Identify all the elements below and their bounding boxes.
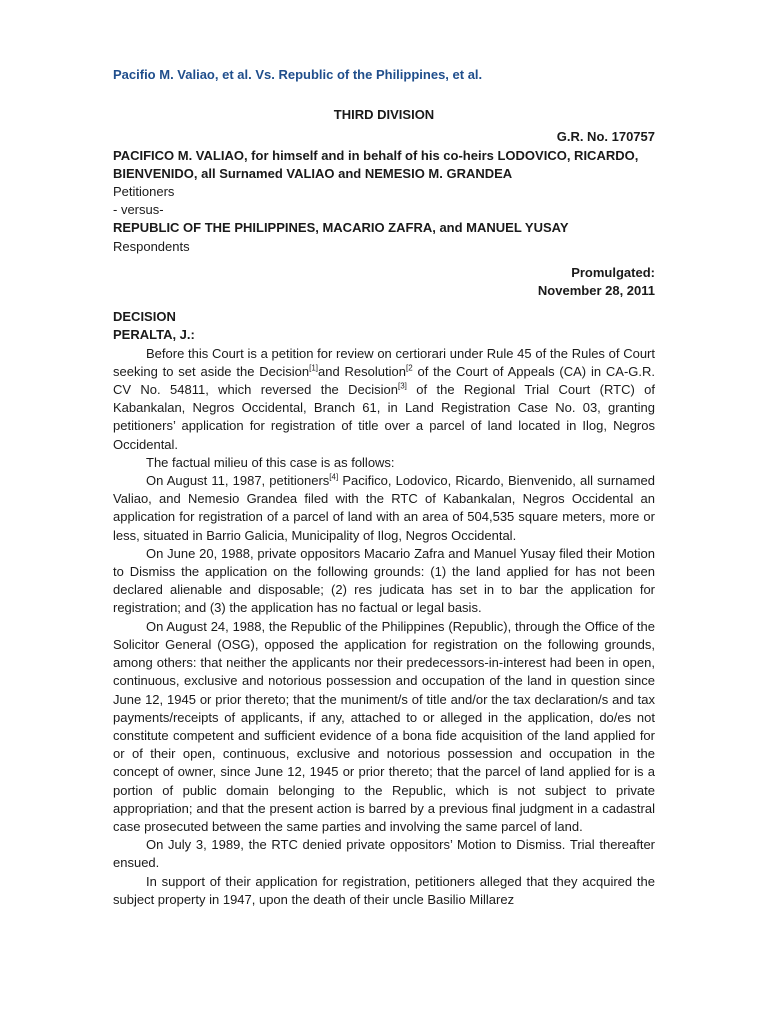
paragraph-text: Before this Court is a petition for review on certiorari under Rule 45 of the Rules of Court seeking to set aside the Decision (113, 345, 655, 379)
respondents-names: REPUBLIC OF THE PHILIPPINES, MACARIO ZAFRA, and MANUEL YUSAY (113, 220, 569, 236)
paragraph-text: of the Regional Trial Court (RTC) of Kabankalan, Negros Occidental, Branch 61, in Land Registration Case No. 03, granting petitioners’ application for registration of title over a parcel of land located in Ilog, Negros Occidental. (113, 382, 655, 452)
case-number: G.R. No. 170757 (556, 129, 655, 145)
paragraph-rtc-denial: On July 3, 1989, the RTC denied private oppositors’ Motion to Dismiss. Trial thereafter ensued. (113, 837, 655, 871)
petitioners-label: Petitioners (113, 184, 175, 200)
versus-label: - versus- (113, 202, 164, 218)
paragraph-petition (113, 345, 655, 454)
paragraph-petitioners-support: In support of their application for registration, petitioners alleged that they acquired the subject property in 1947, upon the death of their uncle Basilio Millarez (113, 873, 655, 907)
paragraph-text: On August 11, 1987, petitioners (146, 473, 330, 489)
paragraph-factual-milieu: The factual milieu of this case is as follows: (146, 454, 395, 470)
footnote-link[interactable]: [2 (405, 363, 413, 373)
footnote-link[interactable]: [1] (309, 363, 319, 373)
paragraph-text: of the Court of Appeals (CA) in CA-G.R. CV No. 54811, which reversed the Decision (113, 363, 656, 398)
paragraph-text: Pacifico, Lodovico, Ricardo, Bienvenido, all surnamed Valiao, and Nemesio Grandea filed with the RTC of Kabankalan, Negros Occidental an application for registration of a parcel of land with an area of 504,535 square meters, more or less, situated in Barrio Galicia, Municipality of Ilog, Negros Occidental. (113, 473, 655, 543)
petitioners-names: PACIFICO M. VALIAO, for himself and in behalf of his co-heirs LODOVICO, RICARDO, BIENVENIDO, all Surnamed VALIAO and NEMESIO M. GRANDEA (113, 147, 639, 181)
paragraph-application (113, 472, 655, 545)
decision-heading: DECISION (113, 309, 176, 325)
footnote-link[interactable]: [4] (329, 472, 339, 482)
ponente: PERALTA, J.: (113, 327, 195, 343)
division-heading: THIRD DIVISION (333, 107, 435, 123)
document-title-link[interactable]: Pacifio M. Valiao, et al. Vs. Republic of the Philippines, et al. (113, 67, 483, 82)
respondents-label: Respondents (113, 238, 190, 254)
paragraph-motion-to-dismiss: On June 20, 1988, private oppositors Macario Zafra and Manuel Yusay filed their Motion to Dismiss the application on the following grounds: (1) the land applied for has not been declared alienable and disposable; (2) res judicata has set in to bar the application for registration; and (3) the application has no factual or legal basis. (113, 545, 655, 616)
footnote-link[interactable]: [3] (398, 381, 407, 391)
promulgated-date: November 28, 2011 (537, 283, 655, 299)
paragraph-text: and Resolution (318, 363, 406, 379)
promulgated-label: Promulgated: (571, 264, 655, 280)
paragraph-republic-opposition: On August 24, 1988, the Republic of the Philippines (Republic), through the Office of the Solicitor General (OSG), opposed the application for registration on the following grounds, among others: that neither the applicants nor their predecessors-in-interest had been in open, continuous, exclusive and notorious possession and occupation of the land in question since June 12, 1945 or prior thereto; that the muniment/s of title and/or the tax declaration/s and tax payments/receipts of applicants, if any, attached to or alleged in the application, do/es not constitute competent and sufficient evidence of a bona fide acquisition of the land applied for or of their open, continuous, exclusive and notorious possession and occupation in the concept of owner, since June 12, 1945 or prior thereto; that the parcel of land applied for is a portion of public domain belonging to the Republic, which is not subject to private appropriation; and that the present action is barred by a previous final judgment in a cadastral case prosecuted between the same parties and involving the same parcel of land. (113, 618, 655, 834)
